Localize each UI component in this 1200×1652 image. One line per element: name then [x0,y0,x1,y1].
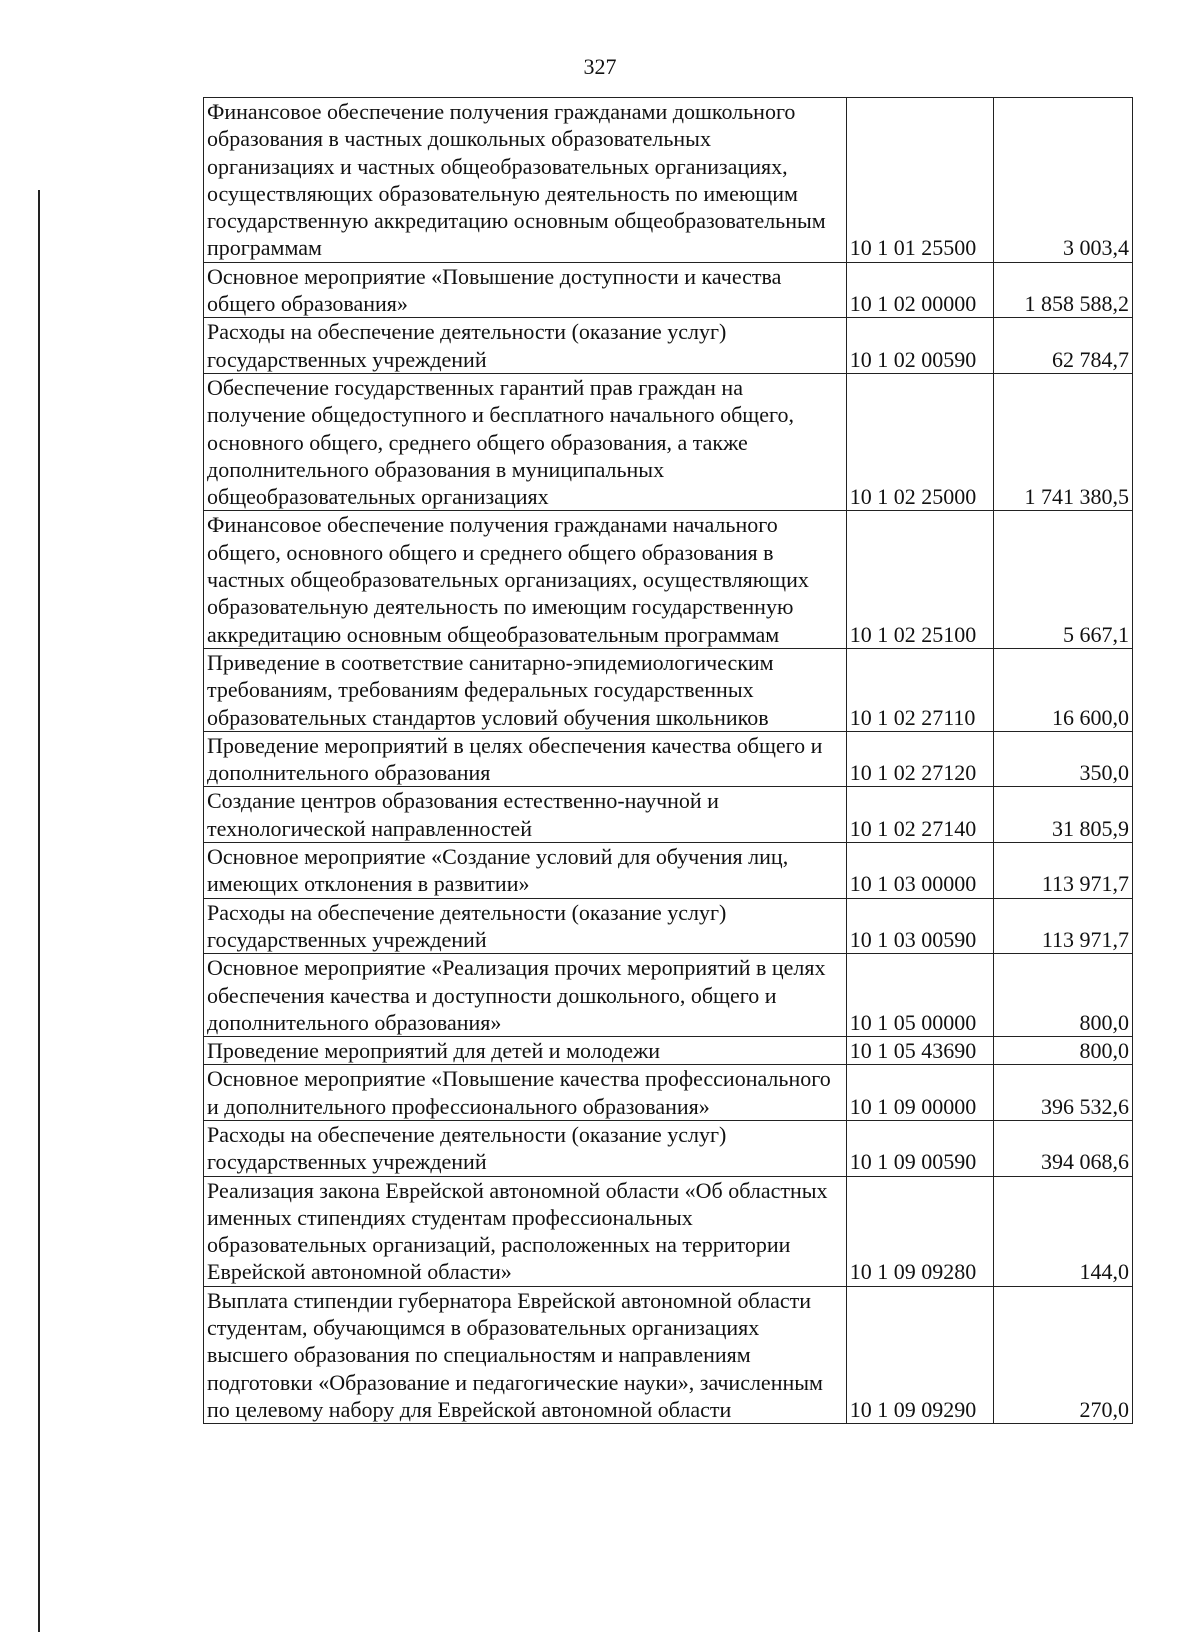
item-amount: 3 003,4 [994,98,1133,263]
item-code: 10 1 03 00000 [846,843,994,899]
item-code: 10 1 02 25000 [846,373,994,510]
item-name: Приведение в соответствие санитарно-эпидемиологическим требованиям, требованиям федеральных государственных образовательных стандартов условий обучения школьников [204,648,847,731]
item-amount: 5 667,1 [994,511,1133,648]
item-amount: 31 805,9 [994,787,1133,843]
table-row [204,318,1133,374]
item-code: 10 1 02 00590 [846,318,994,374]
item-code: 10 1 02 00000 [846,262,994,318]
item-amount: 16 600,0 [994,648,1133,731]
item-amount: 144,0 [994,1176,1133,1286]
item-amount: 270,0 [994,1286,1133,1423]
item-name: Финансовое обеспечение получения гражданами дошкольного образования в частных дошкольных образовательных организациях и частных общеобразовательных организациях, осуществляющих образовательную деятельность по имеющим государственную аккредитацию основным общеобразовательным программам [204,98,847,263]
item-code: 10 1 09 09280 [846,1176,994,1286]
table-row [204,1120,1133,1176]
table-row [204,373,1133,510]
item-name: Расходы на обеспечение деятельности (оказание услуг) государственных учреждений [204,898,847,954]
item-amount: 113 971,7 [994,843,1133,899]
item-code: 10 1 02 27110 [846,648,994,731]
item-name: Основное мероприятие «Повышение качества профессионального и дополнительного профессионального образования» [204,1065,847,1121]
item-name: Реализация закона Еврейской автономной области «Об областных именных стипендиях студентам профессиональных образовательных организаций, расположенных на территории Еврейской автономной области» [204,1176,847,1286]
item-name: Создание центров образования естественно-научной и технологической направленностей [204,787,847,843]
item-amount: 394 068,6 [994,1120,1133,1176]
table-row [204,98,1133,263]
table-row [204,787,1133,843]
item-name: Обеспечение государственных гарантий прав граждан на получение общедоступного и бесплатного начального общего, основного общего, среднего общего образования, а также дополнительного образования в муниципальных общеобразовательных организациях [204,373,847,510]
item-name: Расходы на обеспечение деятельности (оказание услуг) государственных учреждений [204,1120,847,1176]
item-amount: 1 858 588,2 [994,262,1133,318]
item-amount: 800,0 [994,1037,1133,1065]
item-code: 10 1 09 00590 [846,1120,994,1176]
item-code: 10 1 03 00590 [846,898,994,954]
item-code: 10 1 01 25500 [846,98,994,263]
item-code: 10 1 02 27120 [846,731,994,787]
item-code: 10 1 02 25100 [846,511,994,648]
table-row [204,1176,1133,1286]
table-row [204,262,1133,318]
item-amount: 113 971,7 [994,898,1133,954]
page-number: 327 [583,54,617,79]
table-row [204,731,1133,787]
item-code: 10 1 05 00000 [846,954,994,1037]
item-name: Финансовое обеспечение получения гражданами начального общего, основного общего и среднего общего образования в частных общеобразовательных организациях, осуществляющих образовательную деятельность по имеющим государственную аккредитацию основным общеобразовательным программам [204,511,847,648]
budget-table [203,97,1133,1424]
table-row [204,843,1133,899]
item-amount: 396 532,6 [994,1065,1133,1121]
table-row [204,1037,1133,1065]
item-amount: 800,0 [994,954,1133,1037]
table-row [204,648,1133,731]
item-name: Проведение мероприятий в целях обеспечения качества общего и дополнительного образования [204,731,847,787]
margin-line [38,190,40,1632]
item-amount: 62 784,7 [994,318,1133,374]
table-row [204,1065,1133,1121]
item-name: Основное мероприятие «Реализация прочих мероприятий в целях обеспечения качества и доступности дошкольного, общего и дополнительного образования» [204,954,847,1037]
item-code: 10 1 02 27140 [846,787,994,843]
table-row [204,1286,1133,1423]
table-row [204,954,1133,1037]
item-amount: 350,0 [994,731,1133,787]
item-code: 10 1 09 00000 [846,1065,994,1121]
item-name: Основное мероприятие «Создание условий для обучения лиц, имеющих отклонения в развитии» [204,843,847,899]
item-amount: 1 741 380,5 [994,373,1133,510]
item-name: Расходы на обеспечение деятельности (оказание услуг) государственных учреждений [204,318,847,374]
item-code: 10 1 09 09290 [846,1286,994,1423]
item-name: Проведение мероприятий для детей и молодежи [204,1037,847,1065]
table-row [204,898,1133,954]
table-row [204,511,1133,648]
item-name: Выплата стипендии губернатора Еврейской автономной области студентам, обучающимся в образовательных организациях высшего образования по специальностям и направлениям подготовки «Образование и педагогические науки», зачисленным по целевому набору для Еврейской автономной области [204,1286,847,1423]
item-name: Основное мероприятие «Повышение доступности и качества общего образования» [204,262,847,318]
item-code: 10 1 05 43690 [846,1037,994,1065]
